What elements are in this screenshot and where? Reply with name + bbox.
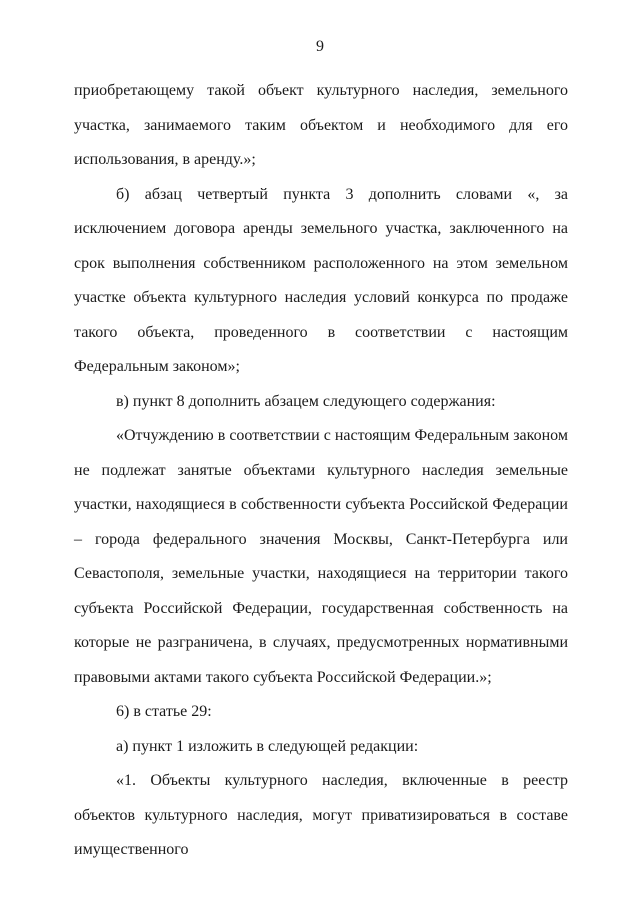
document-body: [74, 74, 568, 868]
paragraph-amendment-a: а) пункт 1 изложить в следующей редакции:: [116, 737, 419, 755]
paragraph-article-29: 6) в статье 29:: [116, 703, 212, 720]
paragraph-amendment-v: в) пункт 8 дополнить абзацем следующего содержания:: [116, 392, 496, 410]
paragraph-quoted-item-1: «1. Объекты культурного наследия, включенные в реестр объектов культурного наследия, могут приватизироваться в составе имущественного: [74, 772, 568, 858]
paragraph-amendment-b: б) абзац четвертый пункта 3 дополнить словами «, за исключением договора аренды земельного участка, заключенного на срок выполнения собственником расположенного на этом земельном участке объекта культурного наследия условий конкурса по продаже такого объекта, проведенного в соответствии с настоящим Федеральным законом»;: [74, 185, 568, 375]
paragraph-quoted-text: «Отчуждению в соответствии с настоящим Федеральным законом не подлежат занятые объектами культурного наследия земельные участки, находящиеся в собственности субъекта Российской Федерации – города федерального значения Москвы, Санкт-Петербурга или Севастополя, земельные участки, находящиеся на территории такого субъекта Российской Федерации, государственная собственность на которые не разграничена, в случаях, предусмотренных нормативными правовыми актами такого субъекта Российской Федерации.»;: [74, 427, 568, 686]
paragraph-continuation: приобретающему такой объект культурного наследия, земельного участка, занимаемого таким объектом и необходимого для его использования, в аренду.»;: [74, 82, 568, 168]
page-number: 9: [316, 38, 324, 55]
